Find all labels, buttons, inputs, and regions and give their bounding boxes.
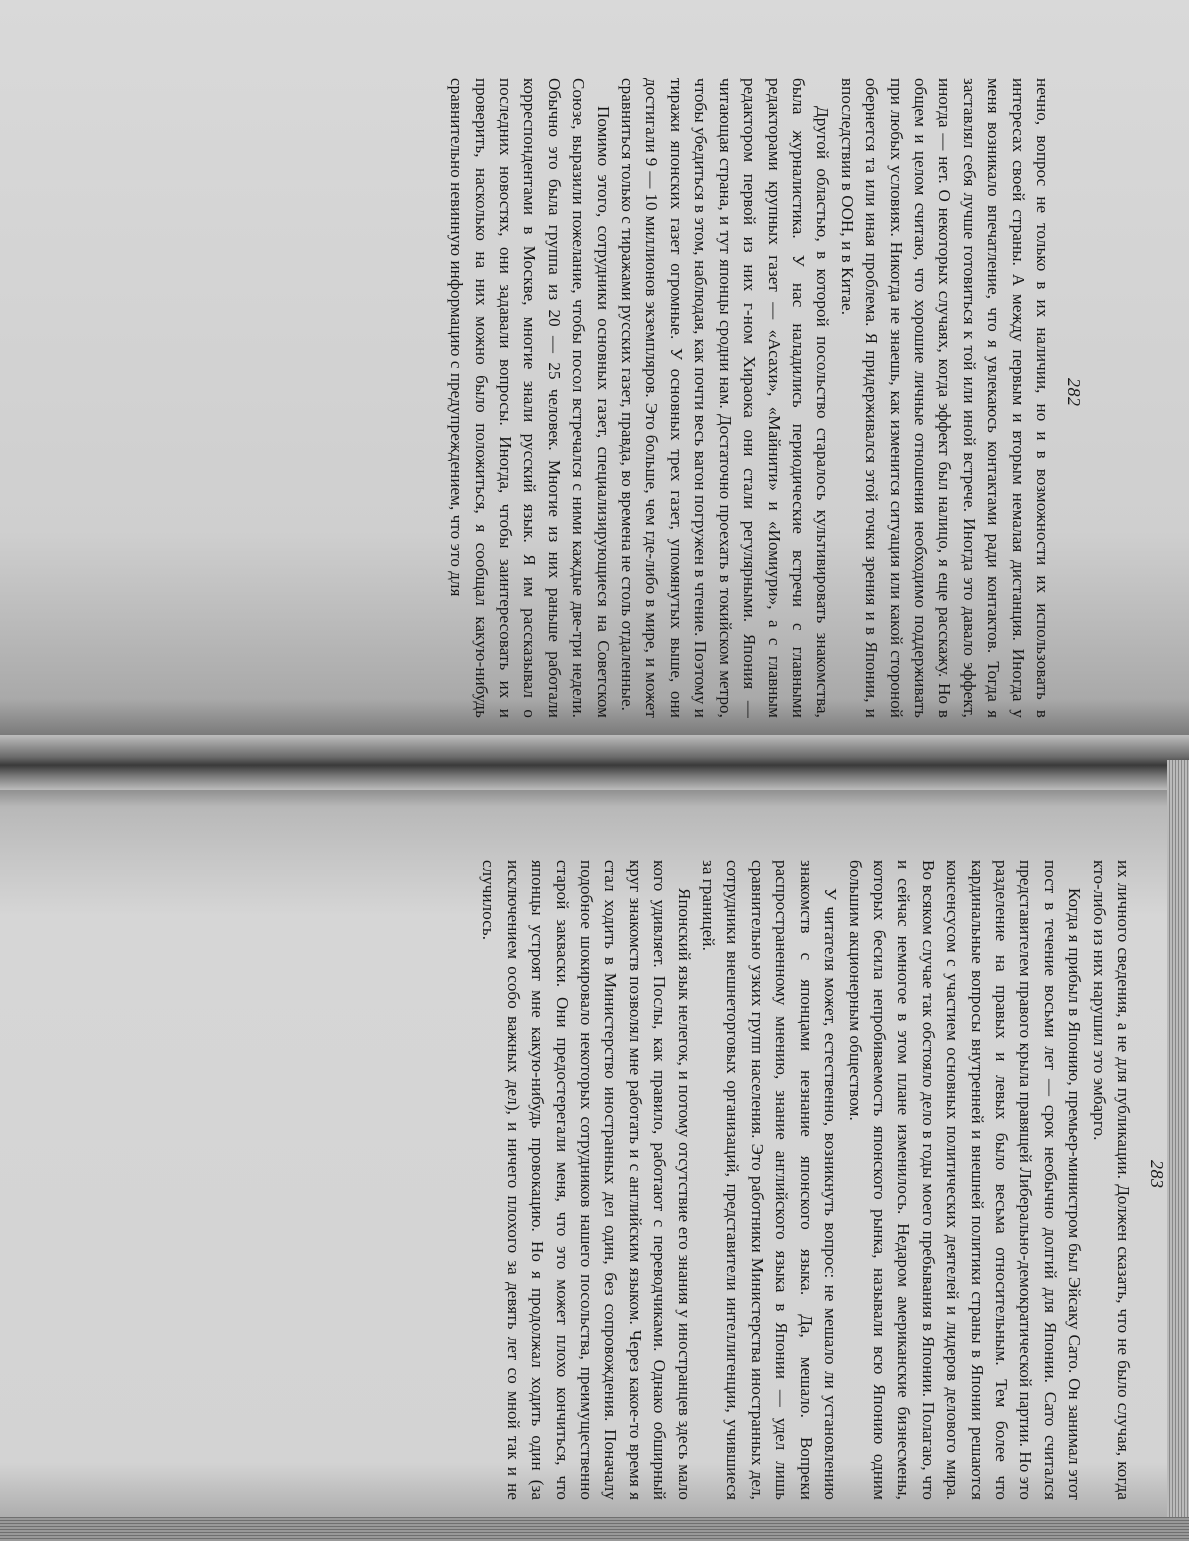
paragraph: Помимо этого, сотрудники основных газет, специализирующиеся на Советском Союзе, выразили пожелание, чтобы посол встречался с ними каждые две-три недели. Обычно это была группа из 20 — 25 человек. Многие из них раньше работали корреспондентами в Москве, многие знали русский язык. Я им рассказывал о последних новостях, они задавали вопросы. Иногда, чтобы заинтересовать их и проверить, насколько на них можно было положиться, я сообщал какую-нибудь сравнительно невинную информацию с предупреждением, что это для — [447, 78, 613, 718]
page-283 — [155, 860, 1167, 1500]
page-282 — [94, 78, 1084, 718]
paragraph: Другой областью, в которой посольство старалось культивировать знакомства, была журналистика. У нас наладились периодические встречи с главными редакторами крупных газет — «Асахи», «Майнити» и «Иомиури», а с главным редактором первой из них г-ном Хираока они стали регулярными. Япония — читающая страна, и тут японцы сродни нам. Достаточно проехать в токийском метро, чтобы убедиться в этом, наблюдая, как почти весь вагон погружен в чтение. Поэтому и тиражи японских газет огромные. У основных трех газет, упомянутых выше, они достигали 9 — 10 миллионов экземпляров. Это больше, чем где-либо в мире, и может сравниться только с тиражами русских газет, правда, во времена не столь отдаленные. — [618, 78, 833, 718]
page-edges-bottom — [0, 1517, 1189, 1541]
page-body — [476, 860, 1135, 1500]
paragraph: нечно, вопрос не только в их наличии, но и в возможности их использовать в интересах своей страны. А между первым и вторым немалая дистанция. Иногда у меня возникало впечатление, что я увлекаюсь контактами ради контактов. Тогда я заставлял себя лучше готовиться к той или иной встрече. Иногда это давало эффект, иногда — нет. О некоторых случаях, когда эффект был налицо, я еще расскажу. Но в общем и целом считаю, что хорошие личные отношения необходимо поддерживать при любых условиях. Никогда не знаешь, как изменится ситуация или какой стороной обернется та или иная проблема. Я придерживался этой точки зрения и в Японии, и впоследствии в ООН, и в Китае. — [837, 78, 1052, 718]
page-number: 283 — [1147, 1160, 1167, 1189]
page-body — [444, 78, 1054, 718]
paragraph: Японский язык нелегок, и потому отсутствие его знания у иностранцев здесь мало кого удивляет. Послы, как правило, работают с переводчиками. Однако обширный круг знакомств позволял мне работать и с английским языком. Через какое-то время я стал ходить в Министерство иностранных дел один, без сопровождения. Поначалу подобное шокировало некоторых сотрудников нашего посольства, преимущественно старой закваски. Они предостерегали меня, что это может плохо кончиться, что японцы устроят мне какую-нибудь провокацию. Но я продолжал ходить один (за исключением особо важных дел), и ничего плохого за девять лет со мной так и не случилось. — [479, 860, 694, 1500]
paragraph: Когда я прибыл в Японию, премьер-министром был Эйсаку Сато. Он занимал этот пост в течение восьми лет — срок необычно долгий для Японии. Сато считался представителем правого крыла правящей Либерально-демократической партии. Но это разделение на правых и левых было весьма относительным. Тем более что кардинальные вопросы внутренней и внешней политики страны в Японии решаются консенсусом с участием основных политических деятелей и лидеров делового мира. Во всяком случае так обстояло дело в годы моего пребывания в Японии. Полагаю, что и сейчас немногое в этом плане изменилось. Недаром американские бизнесмены, которых бесила непробиваемость японского рынка, называли всю Японию одним большим акционерным обществом. — [845, 860, 1085, 1500]
page-edges-right — [1167, 760, 1189, 1541]
paragraph: их личного сведения, а не для публикации. Должен сказать, что не было случая, когда кто-либо из них нарушил это эмбарго. — [1089, 860, 1133, 1500]
page-number: 282 — [1064, 378, 1084, 407]
book-gutter — [0, 735, 1189, 790]
paragraph: У читателя может, естественно, возникнуть вопрос: не мешало ли установлению знакомств с японцами незнание японского языка. Да, мешало. Вопреки распространенному мнению, знание английского языка в Японии — удел лишь сравнительно узких групп населения. Это работники Министерства иностранных дел, сотрудники внешнеторговых организаций, представители интеллигенции, учившиеся за границей. — [699, 860, 841, 1500]
